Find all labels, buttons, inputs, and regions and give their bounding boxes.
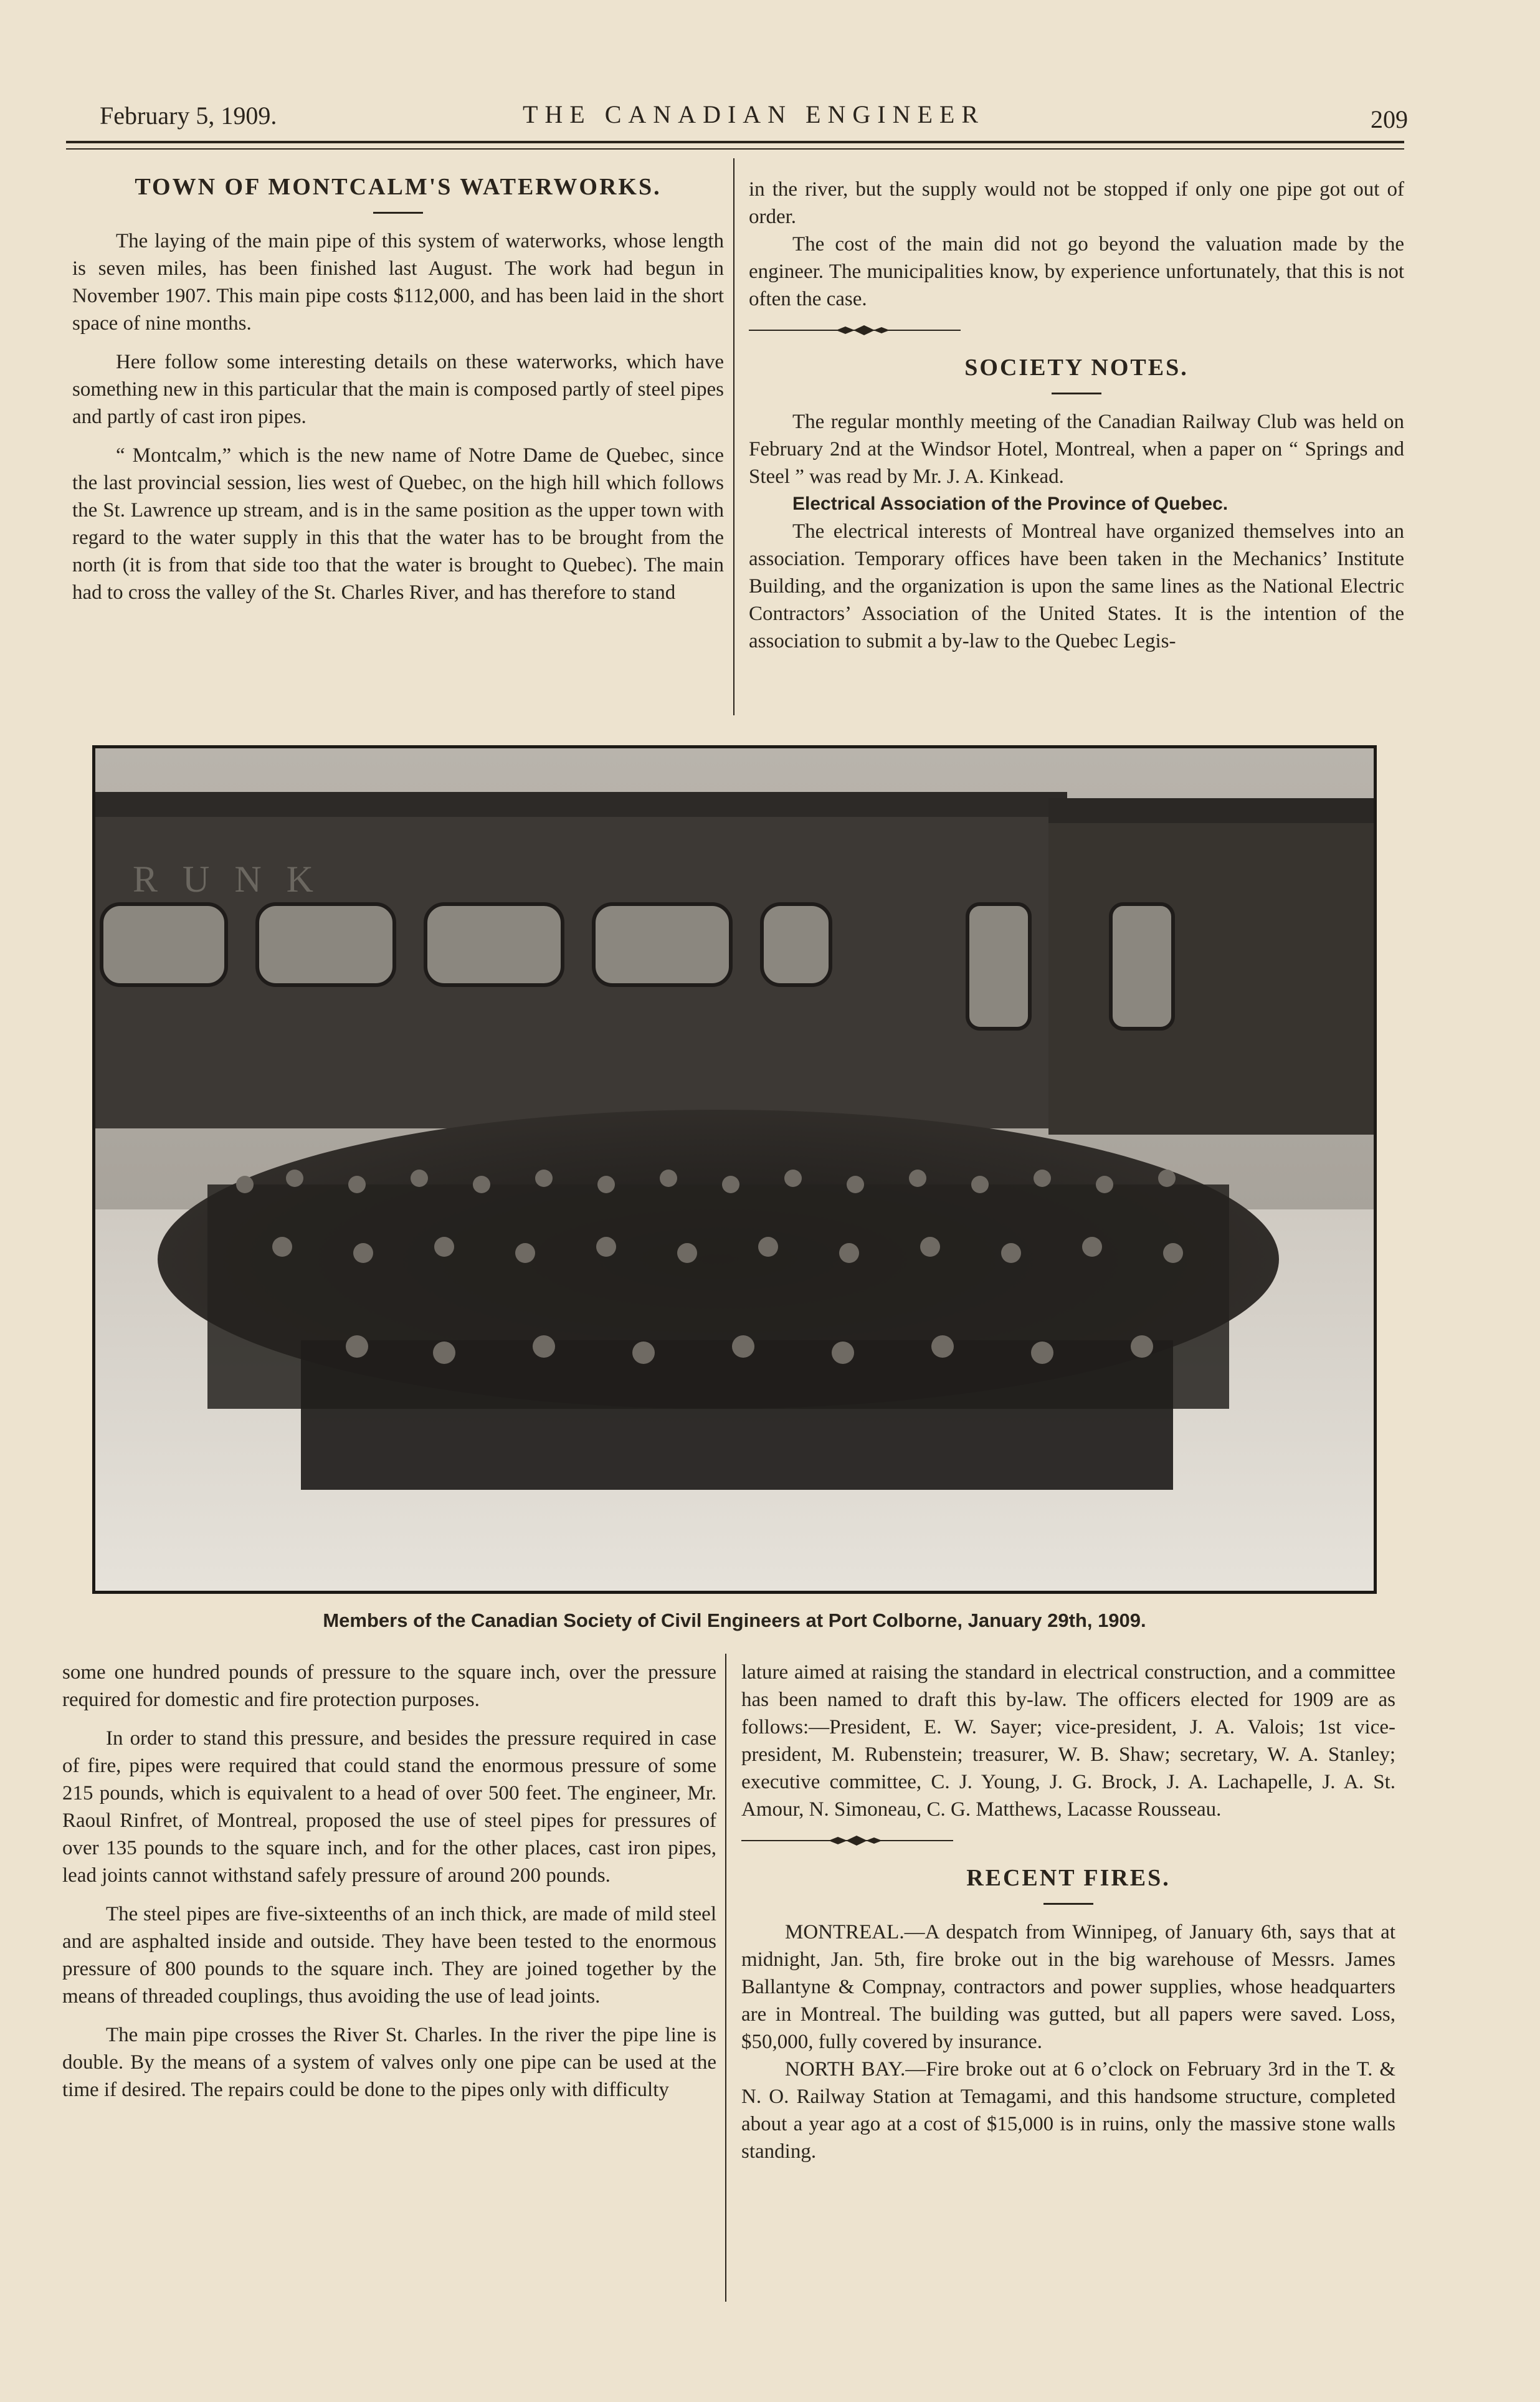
column-upper-right [749, 176, 1404, 655]
column-upper-left [72, 173, 724, 606]
paragraph: The main pipe crosses the River St. Charles. In the river the pipe line is double. By the means of a system of valves only one pipe can be used at the time if desired. The repairs could be done to the pipes only with difficulty [62, 2024, 716, 2101]
paragraph: The steel pipes are five-sixteenths of an inch thick, are made of mild steel and are asphalted inside and outside. They have been tested to the enormous pressure of 800 pounds to the square inch. They are joined together by the means of threaded couplings, thus avoiding the use of lead joints. [62, 1903, 716, 2008]
running-header [100, 98, 1408, 136]
column-divider-bottom [725, 1654, 726, 2302]
ornament-divider [741, 1834, 953, 1847]
subsection-title: Electrical Association of the Province of Quebec. [792, 493, 1229, 514]
rail-car-lettering: RUNK [133, 859, 339, 900]
journal-title: THE CANADIAN ENGINEER [522, 100, 986, 128]
photo-caption: Members of the Canadian Society of Civil Engineers at Port Colborne, January 29th, 1909. [323, 1609, 1146, 1631]
paragraph: In order to stand this pressure, and besides the pressure required in case of fire, pipes were required that could stand the enormous pressure of some 215 pounds, which is equivalent to a head of over 500 feet. The engineer, Mr. Raoul Rinfret, of Montreal, proposed the use of steel pipes for pressures of over 135 pounds to the square inch, and for the other places, cast iron pipes, lead joints cannot withstand safely pressure of around 200 pounds. [62, 1727, 716, 1887]
title-rule [1052, 393, 1101, 394]
article-title: TOWN OF MONTCALM'S WATERWORKS. [135, 174, 662, 200]
title-rule [373, 212, 423, 214]
column-divider-top [733, 158, 734, 715]
title-rule [1043, 1903, 1093, 1905]
column-lower-right [741, 1659, 1395, 2165]
section-title-recent-fires: RECENT FIRES. [966, 1865, 1171, 1891]
header-rule-top [66, 141, 1404, 143]
column-lower-left [62, 1659, 716, 2104]
paragraph-continued: some one hundred pounds of pressure to the square inch, over the pressure required for domestic and fire protection purposes. [62, 1661, 716, 1711]
paragraph: MONTREAL.—A despatch from Winnipeg, of January 6th, says that at midnight, Jan. 5th, fire broke out in the big warehouse of Messrs. James Ballantyne & Compnay, contractors and power supplies, whose headquarters are in Montreal. The building was gutted, but all papers were saved. Loss, $50,000, fully covered by insurance. [741, 1921, 1395, 2053]
paragraph: NORTH BAY.—Fire broke out at 6 o’clock on February 3rd in the T. & N. O. Railway Station at Temagami, and this handsome structure, completed about a year ago at a cost of $15,000 is in ruins, only the massive stone walls standing. [741, 2058, 1395, 2163]
paragraph: “ Montcalm,” which is the new name of Notre Dame de Quebec, since the last provincial session, lies west of Quebec, on the high hill which follows the St. Lawrence up stream, and is in the same position as the upper town with regard to the water supply in this that the water has to be brought from the north (it is from that side too that the water is brought to Quebec). The main had to cross the valley of the St. Charles River, and has therefore to stand [72, 444, 724, 604]
paragraph: The regular monthly meeting of the Canadian Railway Club was held on February 2nd at the Windsor Hotel, Montreal, when a paper on “ Springs and Steel ” was read by Mr. J. A. Kinkead. [749, 411, 1404, 488]
paragraph: The electrical interests of Montreal have organized themselves into an association. Temporary offices have been taken in the Mechanics’ Institute Building, and the organization is upon the same lines as the National Electric Contractors’ Association of the United States. It is the intention of the association to submit a by-law to the Quebec Legis- [749, 520, 1404, 652]
group-photograph [92, 745, 1377, 1594]
page-number: 209 [1371, 105, 1408, 133]
ornament-divider [749, 324, 961, 336]
photo-scene [95, 748, 1374, 1591]
paragraph: Here follow some interesting details on these waterworks, which have something new in this particular that the main is composed partly of steel pipes and partly of cast iron pipes. [72, 351, 724, 428]
section-title-society-notes: SOCIETY NOTES. [964, 355, 1189, 381]
paragraph: The cost of the main did not go beyond the valuation made by the engineer. The municipalities know, by experience unfortunately, that this is not often the case. [749, 233, 1404, 310]
issue-date: February 5, 1909. [100, 102, 277, 130]
paragraph: The laying of the main pipe of this system of waterworks, whose length is seven miles, has been finished last August. The work had begun in November 1907. This main pipe costs $112,000, and has been laid in the short space of nine months. [72, 230, 724, 335]
header-rule-bottom [66, 148, 1404, 150]
paragraph-continued: lature aimed at raising the standard in electrical construction, and a committee has been named to draft this by-law. The officers elected for 1909 are as follows:—President, E. W. Sayer; vice-president, J. A. Valois; 1st vice-president, M. Rubenstein; treasurer, W. B. Shaw; secretary, W. A. Stanley; executive committee, C. J. Young, J. G. Brock, J. A. Lachapelle, J. A. St. Amour, N. Simoneau, C. G. Matthews, Lacasse Rousseau. [741, 1661, 1395, 1821]
paragraph-continued: in the river, but the supply would not be stopped if only one pipe got out of order. [749, 178, 1404, 228]
